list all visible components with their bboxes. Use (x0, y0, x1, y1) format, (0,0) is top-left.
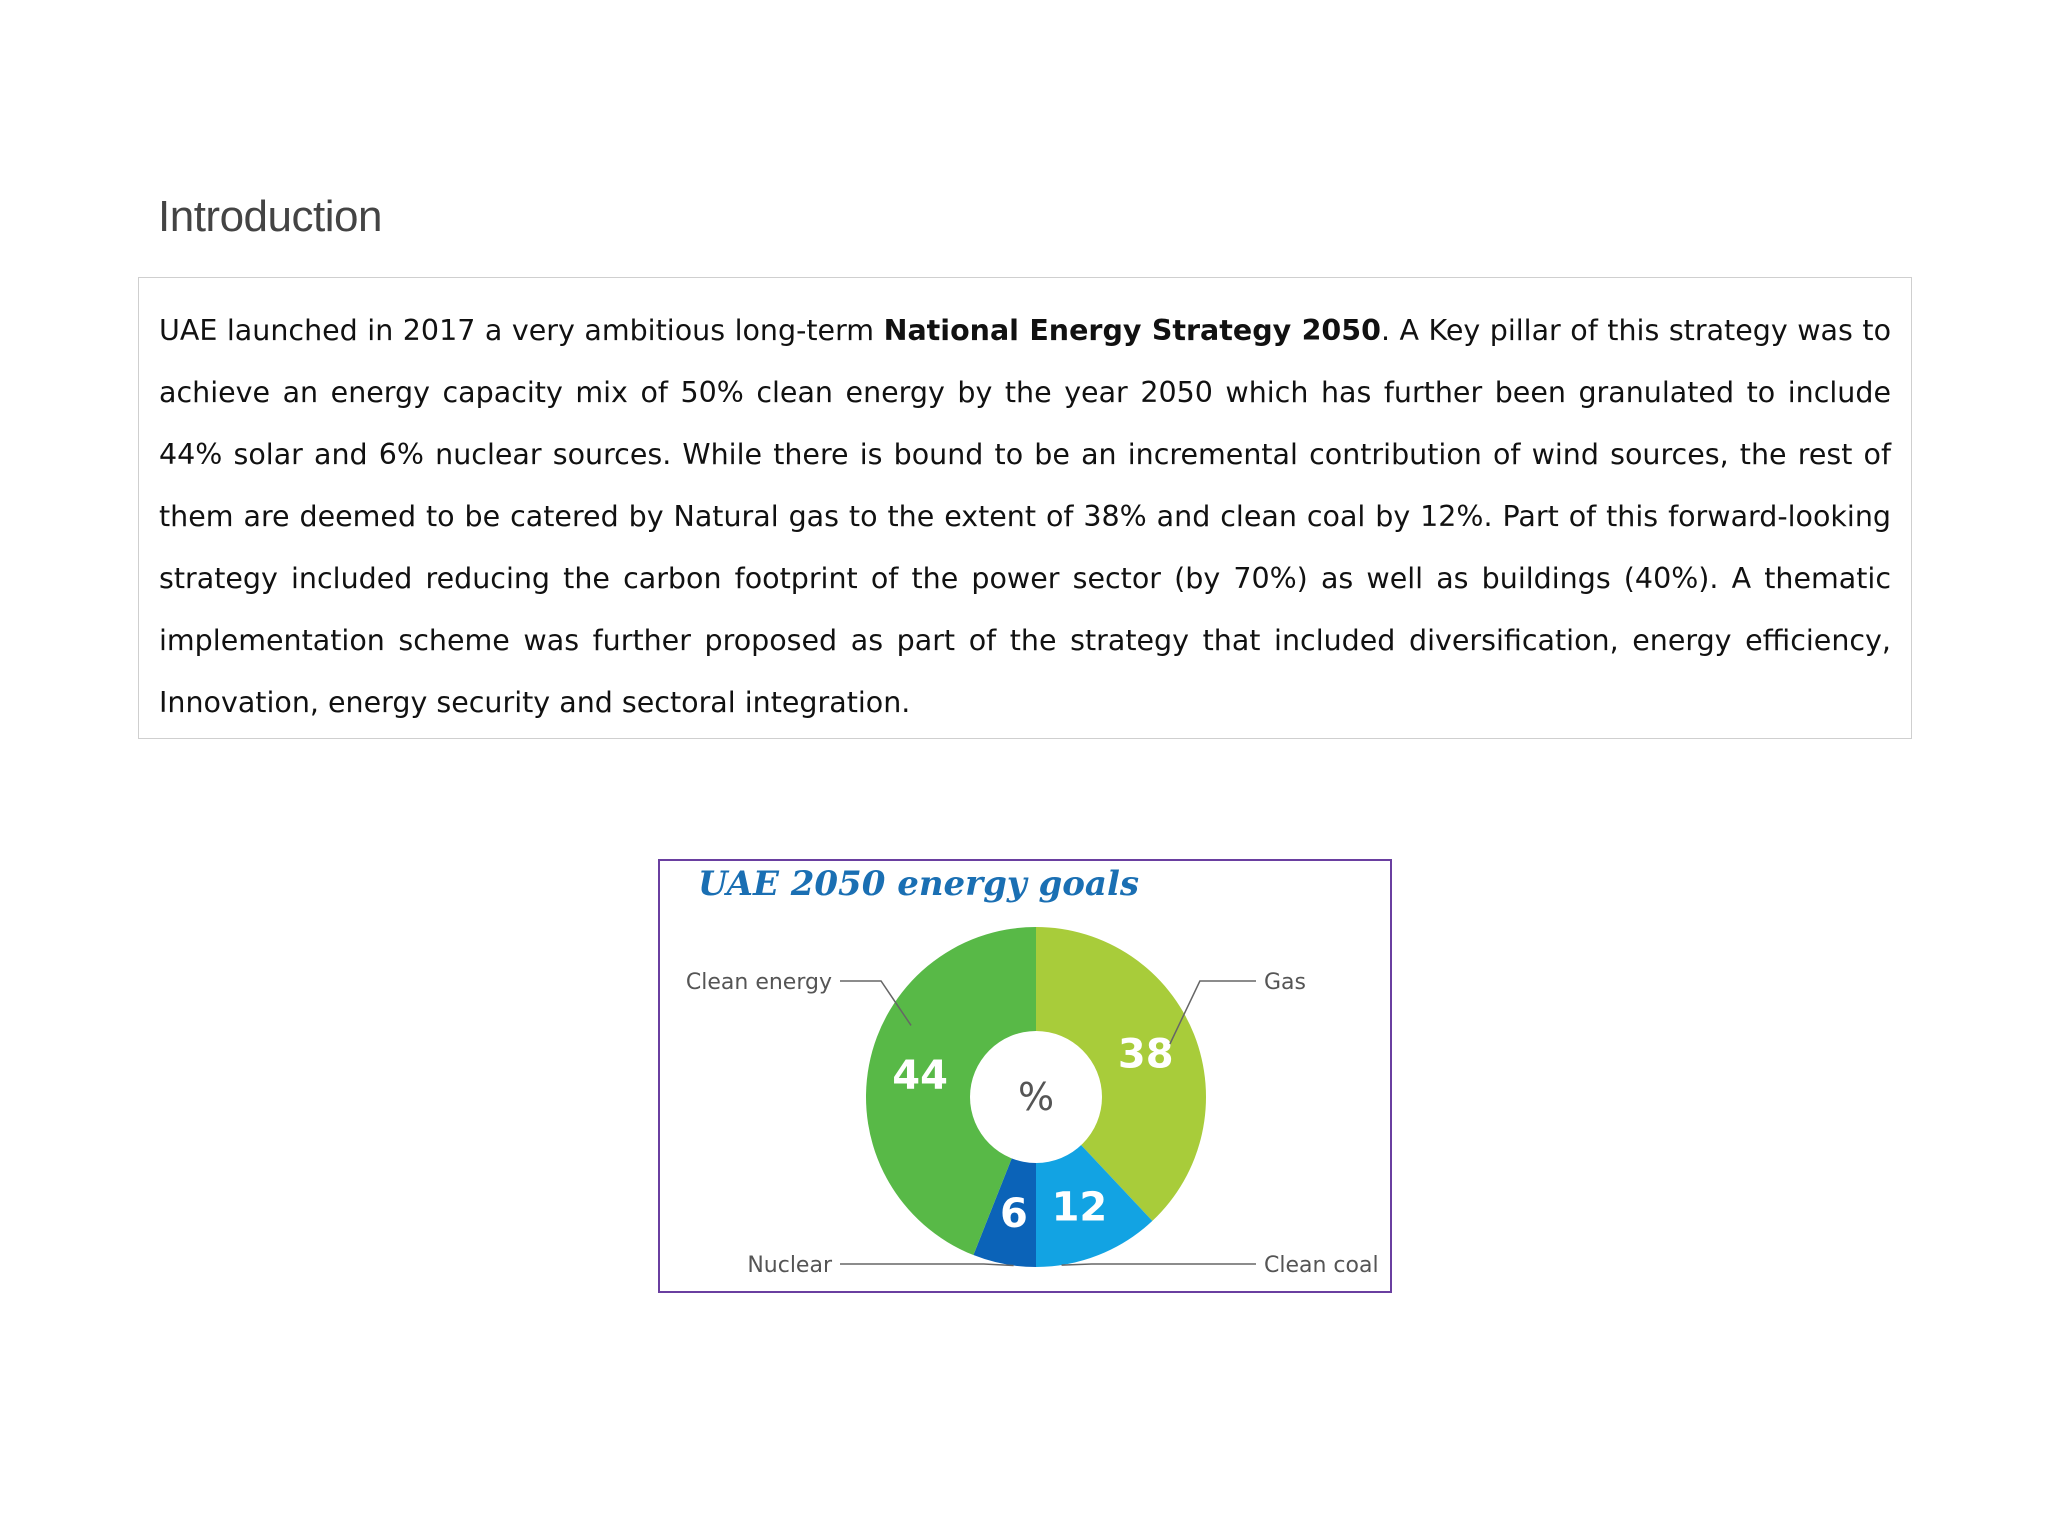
chart-title: UAE 2050 energy goals (698, 864, 1140, 904)
value-label-gas: 38 (1117, 1031, 1174, 1078)
value-label-clean-energy: 44 (892, 1052, 948, 1099)
slice-name-nuclear: Nuclear (747, 1253, 832, 1278)
slice-name-gas: Gas (1264, 970, 1306, 995)
callout-line-clean-coal (1062, 1264, 1256, 1265)
page-heading: Introduction (158, 192, 382, 241)
callout-line-nuclear (840, 1264, 1014, 1266)
slice-name-clean-coal: Clean coal (1264, 1253, 1379, 1278)
strategy-name: National Energy Strategy 2050 (883, 314, 1381, 347)
intro-part-1: UAE launched in 2017 a very ambitious long-term (159, 314, 884, 347)
intro-part-2: . A Key pillar of this strategy was to achieve an energy capacity mix of 50% clean energy by the year 2050 which has further been granulated to include 44% solar and 6% nuclear sources. While there is bound to be an incremental contribution of wind sources, the rest of them are deemed to be catered by Natural gas to the extent of 38% and clean coal by 12%. Part of this forward-looking strategy included reducing the carbon footprint of the power sector (by 70%) as well as buildings (40%). A thematic implementation scheme was further proposed as part of the strategy that included diversification, energy efficiency, Innovation, energy security and sectoral integration. (159, 314, 1892, 719)
energy-goals-figure (658, 859, 1392, 1293)
intro-box (138, 277, 1912, 739)
slice-name-clean-energy: Clean energy (685, 970, 832, 995)
value-label-clean-coal: 12 (1051, 1184, 1108, 1231)
center-label: % (1017, 1075, 1055, 1119)
value-label-nuclear: 6 (999, 1190, 1028, 1237)
energy-goals-chart (660, 861, 1390, 1291)
intro-paragraph (159, 300, 1891, 734)
